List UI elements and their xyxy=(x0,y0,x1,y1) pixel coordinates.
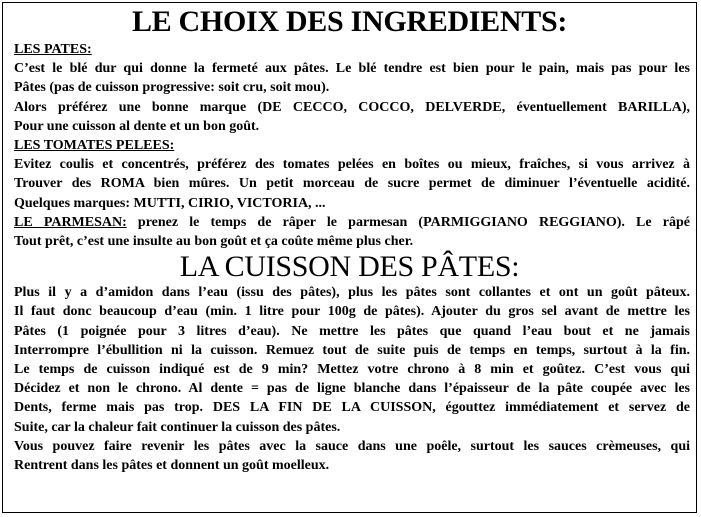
tomates-line: Evitez coulis et concentrés, préférez des tomates pelées en boîtes ou mieux, fraîches, si vous arrivez à xyxy=(14,157,690,173)
cuisson-line: Vous pouvez faire revenir les pâtes avec la sauce dans une poêle, surtout les sauces crèmeuses, qui xyxy=(14,438,690,454)
cuisson-line: Plus il y a d’amidon dans l’eau (issu des pâtes), plus les pâtes sont collantes et ont un goût pâteux. xyxy=(14,285,690,301)
tomates-line: Trouver des ROMA bien mûres. Un petit morceau de sucre permet de diminuer l’éventuelle acidité. xyxy=(14,176,690,192)
parmesan-heading: LE PARMESAN: xyxy=(14,214,127,230)
cuisson-section xyxy=(3,283,696,475)
cuisson-line: Le temps de cuisson indiqué est de 9 min? Mettez votre chrono à 8 min et goûtez. C’est vous qui xyxy=(14,362,690,378)
page-title: LE CHOIX DES INGREDIENTS: xyxy=(131,5,568,38)
pates-line: Pour une cuisson al dente et un bon goût. xyxy=(14,118,260,134)
pates-heading: LES PATES: xyxy=(14,42,92,57)
cuisson-line: Il faut donc beaucoup d’eau (min. 1 litre pour 100g de pâtes). Ajouter du gros sel avant de mettre les xyxy=(14,304,690,320)
parmesan-line xyxy=(14,213,690,232)
cuisson-line: Interrompre l’ébullition ni la cuisson. Remuez tout de suite puis de temps en temps, surtout à la fin. xyxy=(14,342,690,358)
cuisson-line: Dents, ferme mais pas trop. DES LA FIN DE LA CUISSON, égouttez immédiatement et servez de xyxy=(14,400,690,416)
parmesan-text: prenez le temps de râper le parmesan (PARMIGGIANO REGGIANO). Le râpé xyxy=(126,214,690,230)
tomates-line: Quelques marques: MUTTI, CIRIO, VICTORIA, ... xyxy=(14,195,326,211)
ingredients-section xyxy=(3,40,696,251)
cuisson-line: Décidez et non le chrono. Al dente = pas de ligne blanche dans l’épaisseur de la pâte coupée avec les xyxy=(14,381,690,397)
pates-line: Alors préférez une bonne marque (DE CECCO, COCCO, DELVERDE, éventuellement BARILLA), xyxy=(14,99,690,115)
cuisson-line: Rentrent dans les pâtes et donnent un goût moelleux. xyxy=(14,458,330,474)
cuisson-line: Pâtes (1 poignée pour 3 litres d’eau). Ne mettre les pâtes que quand l’eau bout et ne jamais xyxy=(14,323,690,339)
tomates-heading: LES TOMATES PELEES: xyxy=(14,138,175,154)
pates-line: Pâtes (pas de cuisson progressive: soit cru, soit mou). xyxy=(14,80,330,96)
section-title-cuisson: LA CUISSON DES PÂTES: xyxy=(179,250,520,284)
pates-line: C’est le blé dur qui donne la fermeté aux pâtes. Le blé tendre est bien pour le pain, mais pas pour les xyxy=(14,61,690,77)
parmesan-line: Tout prêt, c’est une insulte au bon goût et ça coûte même plus cher. xyxy=(14,234,414,250)
cuisson-line: Suite, car la chaleur fait continuer la cuisson des pâtes. xyxy=(14,419,341,435)
recipe-page xyxy=(2,2,697,513)
